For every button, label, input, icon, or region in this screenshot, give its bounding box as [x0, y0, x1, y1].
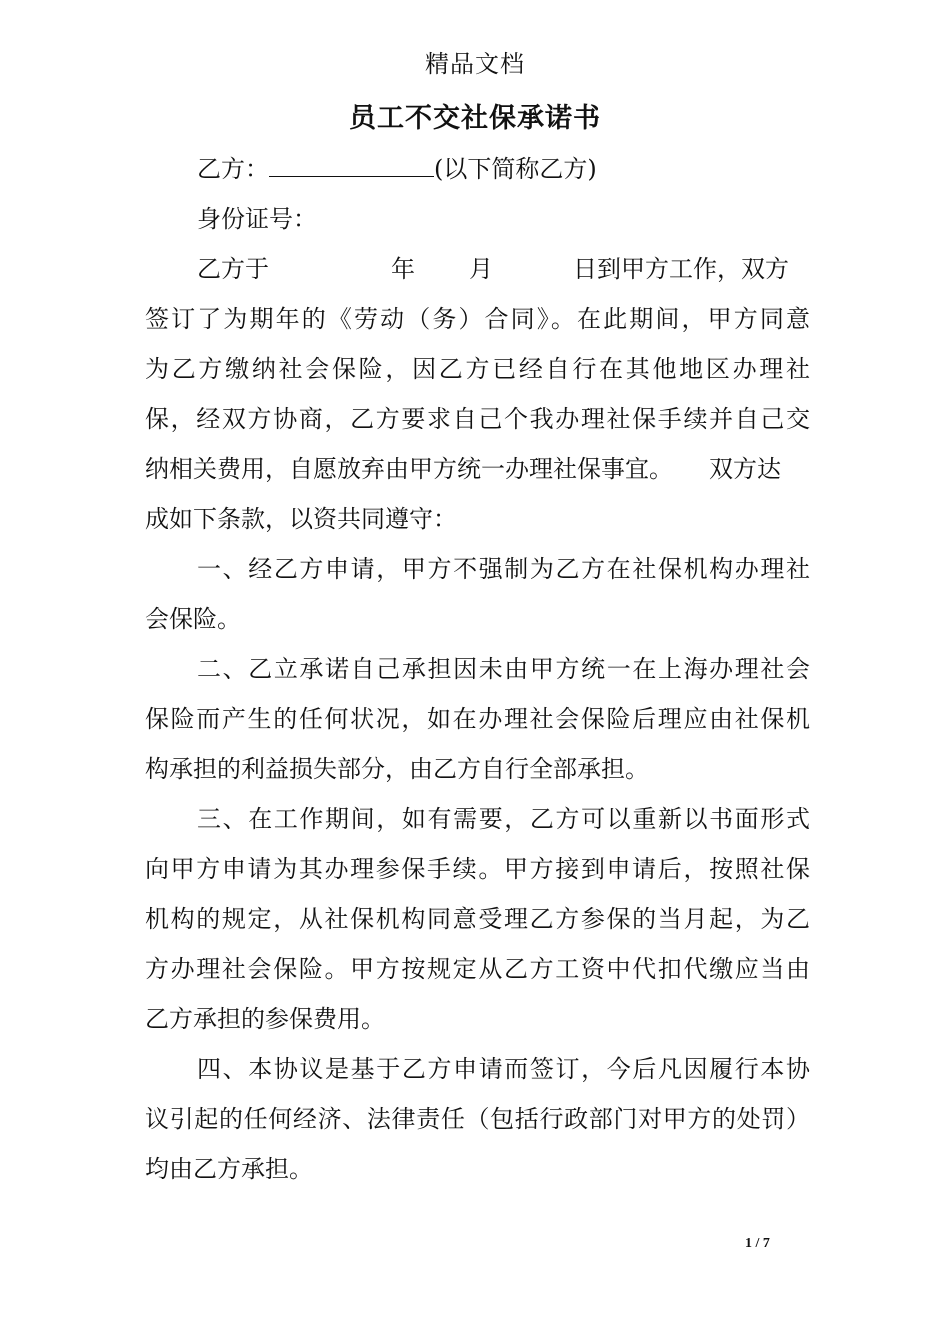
clause-2-line: 保险而产生的任何状况，如在办理社会保险后理应由社保机: [145, 705, 810, 733]
clause-1-last-line: 会保险。: [145, 605, 241, 633]
page-header: 精品文档: [425, 50, 525, 78]
party-b-note: (以下简称乙方): [434, 155, 597, 183]
intro-year: 年: [391, 255, 415, 283]
clause-3-line: 机构的规定，从社保机构同意受理乙方参保的当月起，为乙: [145, 905, 810, 933]
intro-line-before-gap: 纳相关费用，自愿放弃由甲方统一办理社保事宜。: [145, 455, 673, 483]
paragraph-line: 签订了为期年的《劳动（务）合同》。在此期间，甲方同意: [145, 305, 810, 333]
intro-line-after-gap: 双方达: [709, 455, 781, 483]
paragraph-line: [145, 444, 810, 494]
id-number-line: [145, 194, 810, 244]
clause-2-first-line: 二、乙立承诺自己承担因未由甲方统一在上海办理社会: [197, 655, 810, 683]
paragraph-line: 保，经双方协商，乙方要求自己个我办理社保手续并自己交: [145, 405, 810, 433]
clause-3-first-line: 三、在工作期间，如有需要，乙方可以重新以书面形式: [197, 805, 810, 833]
intro-start: 乙方于: [197, 255, 269, 283]
paragraph-line: 成如下条款，以资共同遵守：: [145, 505, 457, 533]
clause-4-line: 议引起的任何经济、法律责任（包括行政部门对甲方的处罚）: [145, 1105, 810, 1133]
party-b-label: 乙方：: [197, 155, 269, 183]
paragraph-line: 为乙方缴纳社会保险，因乙方已经自行在其他地区办理社: [145, 355, 810, 383]
clause-3-last-line: 乙方承担的参保费用。: [145, 1005, 385, 1033]
party-b-line: [145, 144, 810, 194]
clause-4-last-line: 均由乙方承担。: [145, 1155, 313, 1183]
document-title: 员工不交社保承诺书: [349, 103, 601, 134]
intro-month: 月: [469, 255, 493, 283]
clause-4-first-line: 四、本协议是基于乙方申请而签订，今后凡因履行本协: [197, 1055, 810, 1083]
id-number-label: 身份证号：: [197, 205, 317, 233]
intro-day-rest: 日到甲方工作，双方: [573, 255, 789, 283]
page-number: 1 / 7: [745, 1236, 770, 1251]
clause-2-last-line: 构承担的利益损失部分，由乙方自行全部承担。: [145, 755, 649, 783]
party-b-blank: [269, 150, 434, 177]
clause-1-first-line: 一、经乙方申请，甲方不强制为乙方在社保机构办理社: [197, 555, 810, 583]
document-body: [145, 144, 810, 1194]
clause-3-line: 向甲方申请为其办理参保手续。甲方接到申请后，按照社保: [145, 855, 810, 883]
intro-first-line: [145, 244, 810, 294]
clause-3-line: 方办理社会保险。甲方按规定从乙方工资中代扣代缴应当由: [145, 955, 810, 983]
